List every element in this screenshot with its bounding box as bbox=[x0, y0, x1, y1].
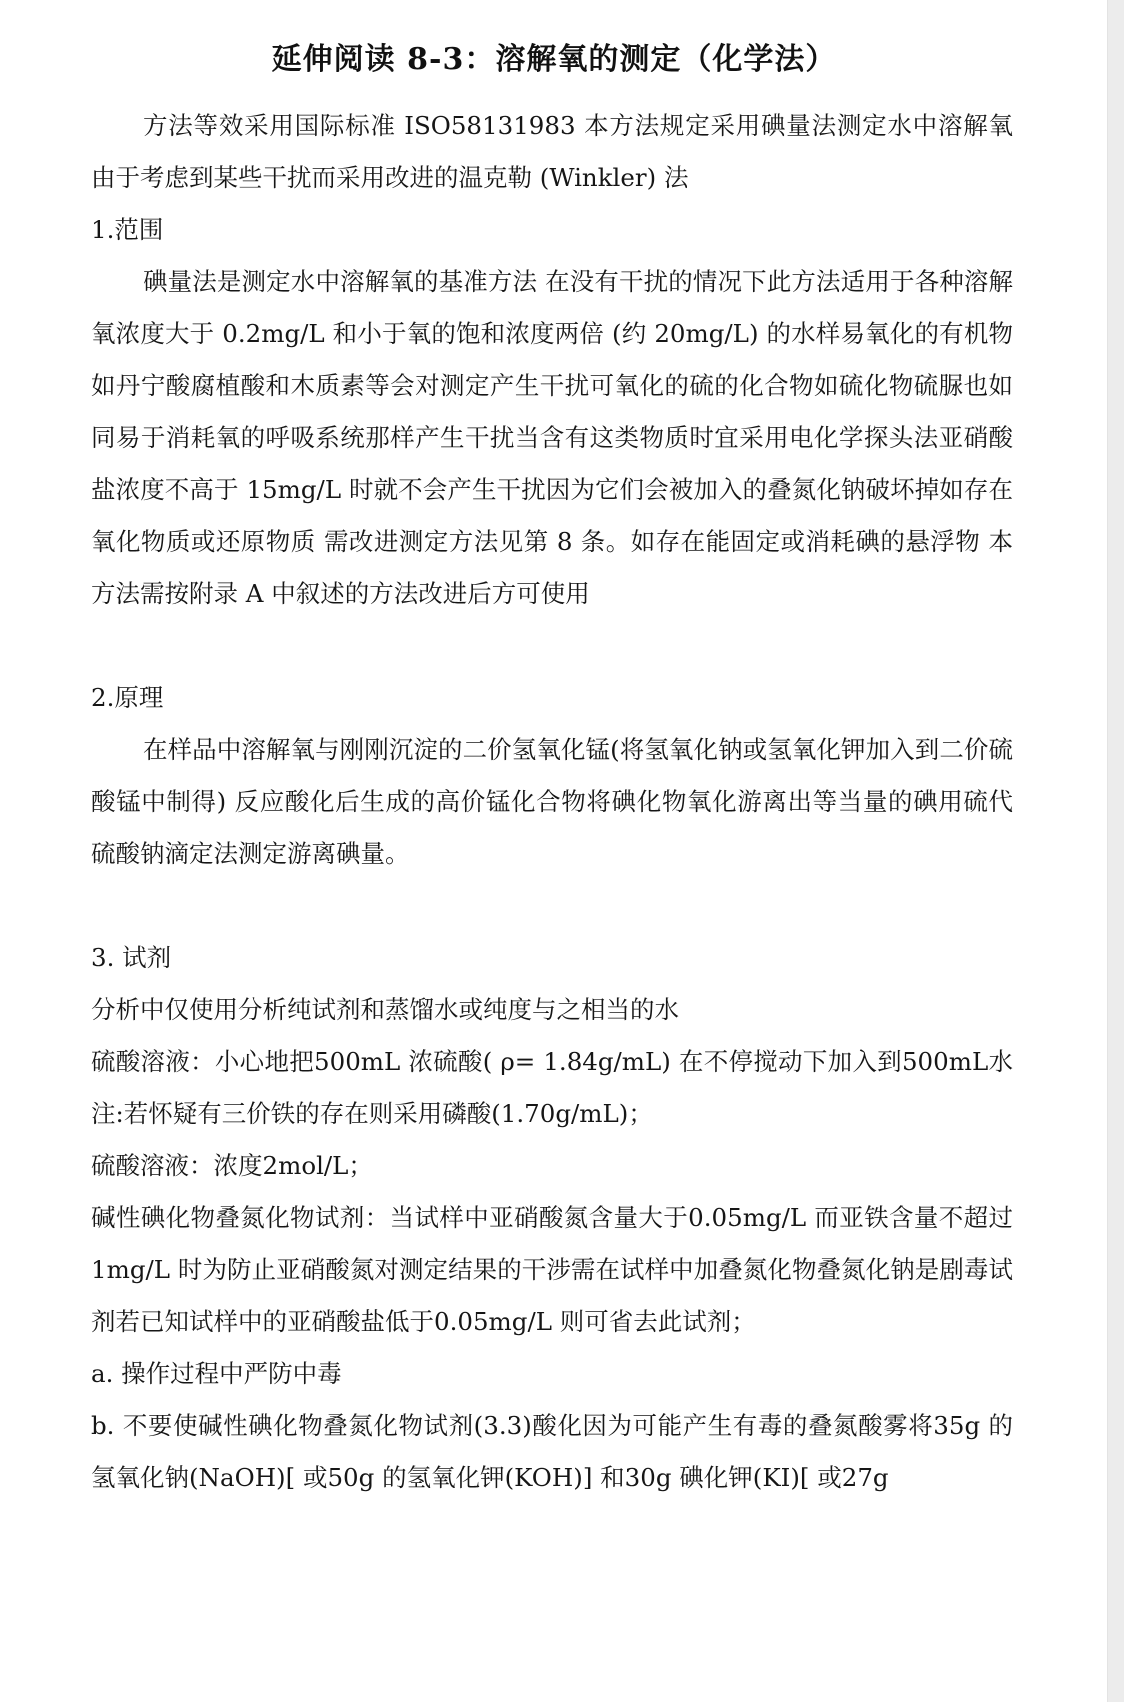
reagents-line: a. 操作过程中严防中毒 bbox=[91, 1359, 342, 1388]
scope-paragraph: 碘量法是测定水中溶解氧的基准方法 在没有干扰的情况下此方法适用于各种溶解氧浓度大于 0.2mg/L 和小于氧的饱和浓度两倍 (约 20mg/L) 的水样易氧化的有机物如丹宁酸腐植酸和木质素等会对测定产生干扰可氧化的硫的化合物如硫化物硫脲也如同易于消耗氧的呼吸系统那样产生干扰当含有这类物质时宜采用电化学探头法亚硝酸盐浓度不高于 15mg/L 时就不会产生干扰因为它们会被加入的叠氮化钠破坏掉如存在氧化物质或还原物质 需改进测定方法见第 8 条。如存在能固定或消耗碘的悬浮物 本方法需按附录 A 中叙述的方法改进后方可使用 bbox=[91, 267, 1013, 608]
reagents-line: 分析中仅使用分析纯试剂和蒸馏水或纯度与之相当的水 bbox=[91, 995, 679, 1024]
blank-line bbox=[91, 620, 1013, 672]
section-heading-principle: 2.原理 bbox=[91, 683, 164, 712]
document-title: 延伸阅读 8-3：溶解氧的测定（化学法） bbox=[271, 42, 837, 77]
document-body bbox=[91, 100, 1013, 1504]
reagents-line: 碱性碘化物叠氮化物试剂：当试样中亚硝酸氮含量大于0.05mg/L 而亚铁含量不超过1mg/L 时为防止亚硝酸氮对测定结果的干涉需在试样中加叠氮化物叠氮化钠是剧毒试剂若已知试样中的亚硝酸盐低于0.05mg/L 则可省去此试剂； bbox=[91, 1203, 1013, 1336]
reagents-line: 硫酸溶液：小心地把500mL 浓硫酸( ρ= 1.84g/mL) 在不停搅动下加入到500mL水注:若怀疑有三价铁的存在则采用磷酸(1.70g/mL)； bbox=[91, 1047, 1013, 1128]
section-heading-reagents: 3. 试剂 bbox=[91, 943, 172, 972]
principle-paragraph: 在样品中溶解氧与刚刚沉淀的二价氢氧化锰(将氢氧化钠或氢氧化钾加入到二价硫酸锰中制得) 反应酸化后生成的高价锰化合物将碘化物氧化游离出等当量的碘用硫代硫酸钠滴定法测定游离碘量。 bbox=[91, 735, 1013, 868]
reagents-line: 硫酸溶液：浓度2mol/L； bbox=[91, 1151, 373, 1180]
reagents-line: b. 不要使碱性碘化物叠氮化物试剂(3.3)酸化因为可能产生有毒的叠氮酸雾将35g 的氢氧化钠(NaOH)[ 或50g 的氢氧化钾(KOH)] 和30g 碘化钾(KI)[ 或27g bbox=[91, 1411, 1013, 1492]
blank-line bbox=[91, 880, 1013, 932]
section-heading-scope: 1.范围 bbox=[91, 215, 164, 244]
intro-paragraph: 方法等效采用国际标准 ISO58131983 本方法规定采用碘量法测定水中溶解氧由于考虑到某些干扰而采用改进的温克勒 (Winkler) 法 bbox=[91, 111, 1013, 192]
